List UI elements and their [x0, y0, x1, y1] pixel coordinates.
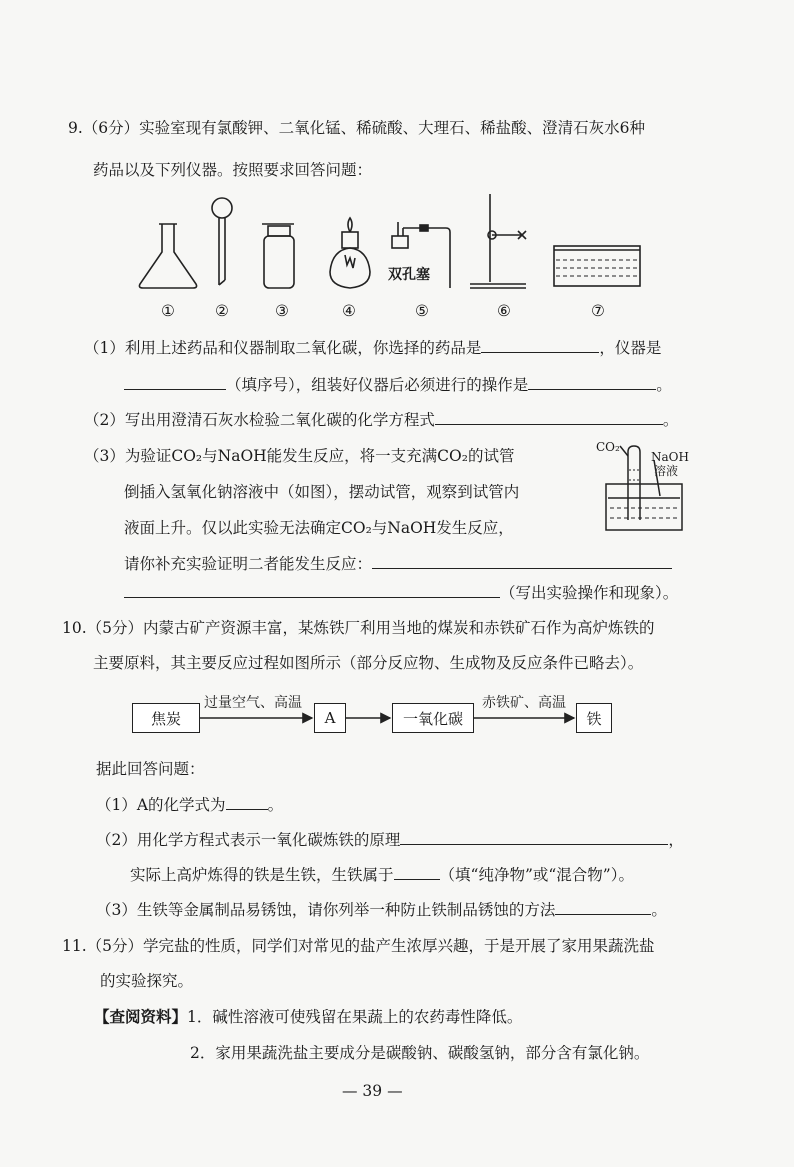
q11-reference-2: 2．家用果蔬洗盐主要成分是碳酸钠、碳酸氢钠，部分含有氯化钠。: [190, 1044, 650, 1062]
q9-part3-line4: 请你补充实验证明二者能发生反应：: [124, 553, 672, 575]
answer-blank[interactable]: [555, 900, 651, 915]
q9-intro-line2: 药品以及下列仪器。按照要求回答问题：: [93, 161, 373, 179]
flow-arrow3-label: 赤铁矿、高温: [482, 695, 566, 711]
answer-blank[interactable]: [226, 795, 268, 810]
answer-blank[interactable]: [394, 865, 440, 880]
q11-intro-line1: 11.（5分）学完盐的性质，同学们对常见的盐产生浓厚兴趣，于是开展了家用果蔬洗盐: [62, 937, 655, 955]
page-number: — 39 —: [342, 1082, 403, 1100]
q10-intro-line1: 10.（5分）内蒙古矿产资源丰富，某炼铁厂利用当地的煤炭和赤铁矿石作为高炉炼铁的: [62, 619, 655, 637]
q10-part2-line1: （2）用化学方程式表示一氧化碳炼铁的原理 ，: [96, 831, 684, 849]
apparatus-label-3: ③: [275, 302, 289, 320]
q9-part3-line3: 液面上升。仅以此实验无法确定CO₂与NaOH发生反应，: [124, 519, 514, 537]
q9-part1-line2: （填序号），组装好仪器后必须进行的操作是 。: [124, 374, 672, 396]
flow-box-co: 一氧化碳: [392, 703, 474, 733]
fig-co2-label: CO₂: [596, 440, 620, 454]
apparatus-label-6: ⑥: [497, 302, 511, 320]
q10-part1: （1）A的化学式为 。: [96, 796, 284, 814]
apparatus-label-7: ⑦: [591, 302, 605, 320]
answer-blank[interactable]: [400, 830, 668, 845]
flow-box-a: A: [314, 703, 346, 733]
flow-arrow1-label: 过量空气、高温: [204, 695, 302, 711]
q9-part3-line1: （3）为验证CO₂与NaOH能发生反应，将一支充满CO₂的试管: [84, 447, 515, 465]
apparatus-label-2: ②: [215, 302, 229, 320]
q9-part2: （2）写出用澄清石灰水检验二氧化碳的化学方程式 。: [84, 411, 679, 429]
q10-part2-line2: 实际上高炉炼得的铁是生铁，生铁属于 （填“纯净物”或“混合物”）。: [130, 866, 634, 884]
reference-heading: 【查阅资料】: [94, 1007, 188, 1026]
apparatus-label-1: ①: [161, 302, 175, 320]
apparatus-label-5: ⑤: [415, 302, 429, 320]
q11-intro-line2: 的实验探究。: [100, 972, 194, 990]
q11-reference-1: 【查阅资料】1．碱性溶液可使残留在果蔬上的农药毒性降低。: [94, 1007, 523, 1026]
flow-box-iron: 铁: [576, 703, 612, 733]
q9-part1-line1: （1）利用上述药品和仪器制取二氧化碳，你选择的药品是 ，仪器是: [84, 339, 662, 357]
q9-part3-line2: 倒插入氢氧化钠溶液中（如图），摆动试管，观察到试管内: [124, 483, 520, 501]
flow-box-coke: 焦炭: [132, 703, 200, 733]
q9-intro-line1: 9.（6分）实验室现有氯酸钾、二氧化锰、稀硫酸、大理石、稀盐酸、澄清石灰水6种: [68, 119, 646, 137]
q10-part3: （3）生铁等金属制品易锈蚀，请你列举一种防止铁制品锈蚀的方法 。: [96, 901, 667, 919]
apparatus-label-4: ④: [342, 302, 356, 320]
q10-intro-line2: 主要原料，其主要反应过程如图所示（部分反应物、生成物及反应条件已略去）。: [93, 654, 644, 672]
q10-answer-intro: 据此回答问题：: [96, 760, 205, 778]
stopper-label: 双孔塞: [388, 267, 430, 283]
fig-naoh-label: NaOH: [651, 450, 689, 464]
q9-part3-line5: （写出实验操作和现象）。: [124, 582, 678, 604]
fig-solution-label: 溶液: [654, 464, 679, 478]
